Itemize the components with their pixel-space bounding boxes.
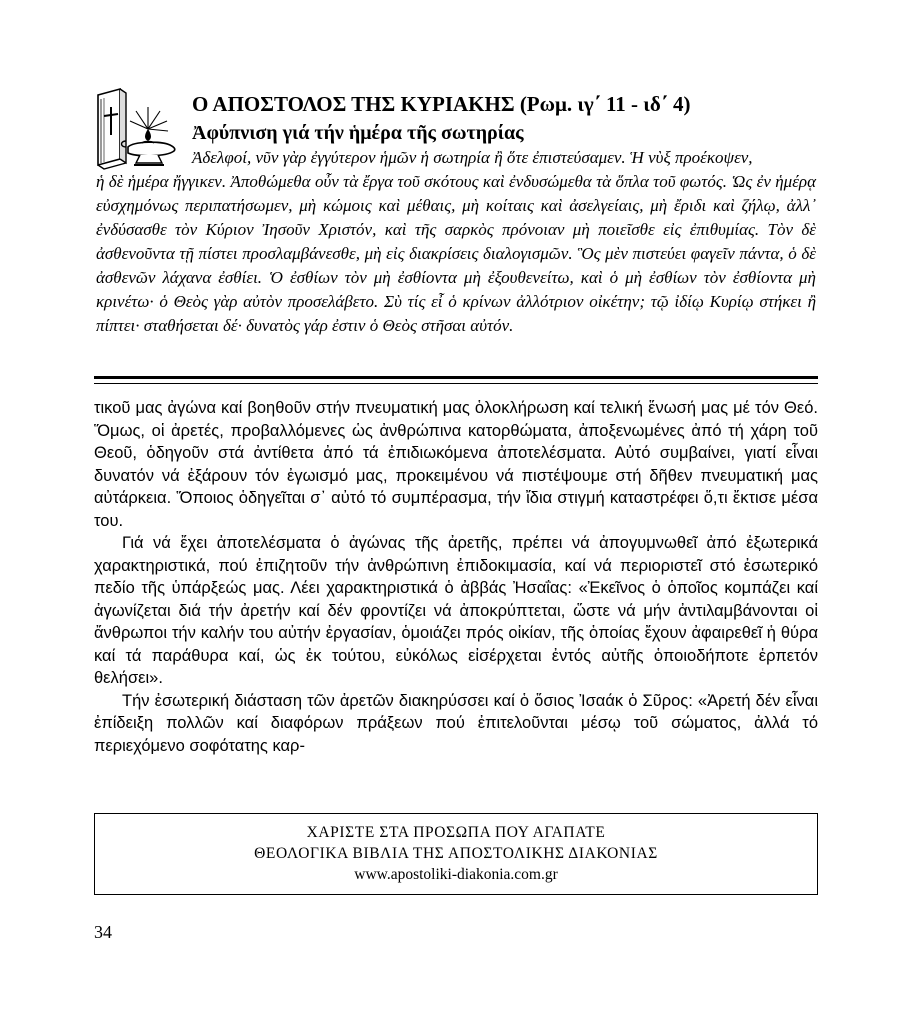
- scripture-rest: ἡ δὲ ἡμέρα ἤγγικεν. Ἀποθώμεθα οὖν τὰ ἔργα τοῦ σκότους καὶ ἐνδυσώμεθα τὰ ὅπλα τοῦ φωτός. Ὡς ἐν ἡμέρᾳ εὐσχημόνως περιπατήσωμεν, μὴ κώμοις καὶ μέθαις, μὴ κοίταις καὶ ἀσελγείαις, μὴ ἔριδι καὶ ζήλῳ, ἀλλ᾽ ἐνδύσασθε τὸν Κύριον Ἰησοῦν Χριστόν, καὶ τῆς σαρκὸς πρόνοιαν μὴ ποιεῖσθε εἰς ἐπιθυμίας. Τὸν δὲ ἀσθενοῦντα τῇ πίστει προσλαμβάνεσθε, μὴ εἰς διακρίσεις διαλογισμῶν. Ὃς μὲν πιστεύει φαγεῖν πάντα, ὁ δὲ ἀσθενῶν λάχανα ἐσθίει. Ὁ ἐσθίων τὸν μὴ ἐσθίοντα μὴ ἐξουθενείτω, καὶ ὁ μὴ ἐσθίων τὸν ἐσθίοντα μὴ κρινέτω· ὁ Θεὸς γὰρ αὐτὸν προσελάβετο. Σὺ τίς εἶ ὁ κρίνων ἀλλότριον οἰκέτην; τῷ ἰδίῳ Κυρίῳ στήκει ἢ πίπτει· σταθήσεται δέ· δυνατὸς γάρ ἐστιν ὁ Θεὸς στῆσαι αὐτόν.: [96, 172, 816, 335]
- body-paragraph: τικοῦ μας ἀγώνα καί βοηθοῦν στήν πνευματική μας ὁλοκλήρωση καί τελική ἕνωσή μας μέ τόν Θεό. Ὅμως, οἱ ἀρετές, προβαλλόμενες ὡς ἀνθρώπινα κατορθώματα, ἀποξενωμένες ἀπό τή χάρη τοῦ Θεοῦ, ὁδηγοῦν στά ἀντίθετα ἀπό τά ἐπιδιωκόμενα ἀποτελέσματα. Αὐτό συμβαίνει, γιατί εἶναι δυνατόν νά ἐξάρουν τόν ἐγωισμό μας, προκειμένου νά πιστέψουμε στή δῆθεν πνευματική μας αὐτάρκεια. Ὅποιος ὁδηγεῖται σ᾽ αὐτό τό συμπέρασμα, τήν ἴδια στιγμή καταστρέφει ὅ,τι ἔκτισε μέσα του.: [94, 399, 818, 530]
- section-divider-thick: [94, 376, 818, 379]
- body-text: [94, 397, 818, 757]
- advert-url: www.apostoliki-diakonia.com.gr: [354, 866, 558, 883]
- reading-title: Ο ΑΠΟΣΤΟΛΟΣ ΤΗΣ ΚΥΡΙΑΚΗΣ (Ρωμ. ιγ΄ 11 - ιδ΄ 4): [192, 92, 691, 116]
- scripture-passage: [96, 146, 816, 338]
- body-paragraph: Γιά νά ἔχει ἀποτελέσματα ὁ ἀγώνας τῆς ἀρετῆς, πρέπει νά ἀπογυμνωθεῖ ἀπό ἐξωτερικά χαρακτηριστικά, πού ἐπιζητοῦν τήν ἀνθρώπινη ἐπιδοκιμασία, καί νά περιοριστεῖ στό ἐσωτερικό πεδίο τῆς ὑπάρξεώς μας. Λέει χαρακτηριστικά ὁ ἀββάς Ἠσαΐας: «Ἐκεῖνος ὁ ὁποῖος κομπάζει καί ἀγωνίζεται διά τήν ἀρετήν καί δέν φροντίζει νά ἀποκρύπτεται, ὥστε νά μήν ἀντιλαμβάνονται οἱ ἄνθρωποι τήν καλήν του αὐτήν ἐργασίαν, ὁμοιάζει πρός οἰκίαν, τῆς ὁποίας ἔχουν ἀφαιρεθεῖ ἡ θύρα καί τά παράθυρα καί, ὡς ἐκ τούτου, εὐκόλως εἰσέρχεται ἐντός αὐτῆς ὁποιοδήποτε ἑρπετόν θελήσει».: [94, 534, 818, 687]
- body-paragraph: Τήν ἐσωτερική διάσταση τῶν ἀρετῶν διακηρύσσει καί ὁ ὅσιος Ἰσαάκ ὁ Σῦρος: «Ἀρετή δέν εἶναι ἐπίδειξη πολλῶν καί διαφόρων πράξεων πού ἐπιτελοῦνται μέσῳ τοῦ σώματος, ἀλλά τό περιεχόμενο σοφότατης καρ-: [94, 691, 818, 755]
- advert-line: ΘΕΟΛΟΓΙΚΑ ΒΙΒΛΙΑ ΤΗΣ ΑΠΟΣΤΟΛΙΚΗΣ ΔΙΑΚΟΝΙΑΣ: [254, 845, 658, 862]
- advert-line: ΧΑΡΙΣΤΕ ΣΤΑ ΠΡΟΣΩΠΑ ΠΟΥ ΑΓΑΠΑΤΕ: [306, 824, 606, 841]
- advertisement-box: [94, 813, 818, 895]
- page-number: 34: [94, 922, 112, 942]
- reading-subtitle: Ἀφύπνιση γιά τήν ἡμέρα τῆς σωτηρίας: [192, 122, 524, 144]
- section-divider-thin: [94, 383, 818, 384]
- scripture-first-line: Ἀδελφοί, νῦν γὰρ ἐγγύτερον ἡμῶν ἡ σωτηρία ἢ ὅτε ἐπιστεύσαμεν. Ἡ νὺξ προέκοψεν,: [192, 148, 753, 167]
